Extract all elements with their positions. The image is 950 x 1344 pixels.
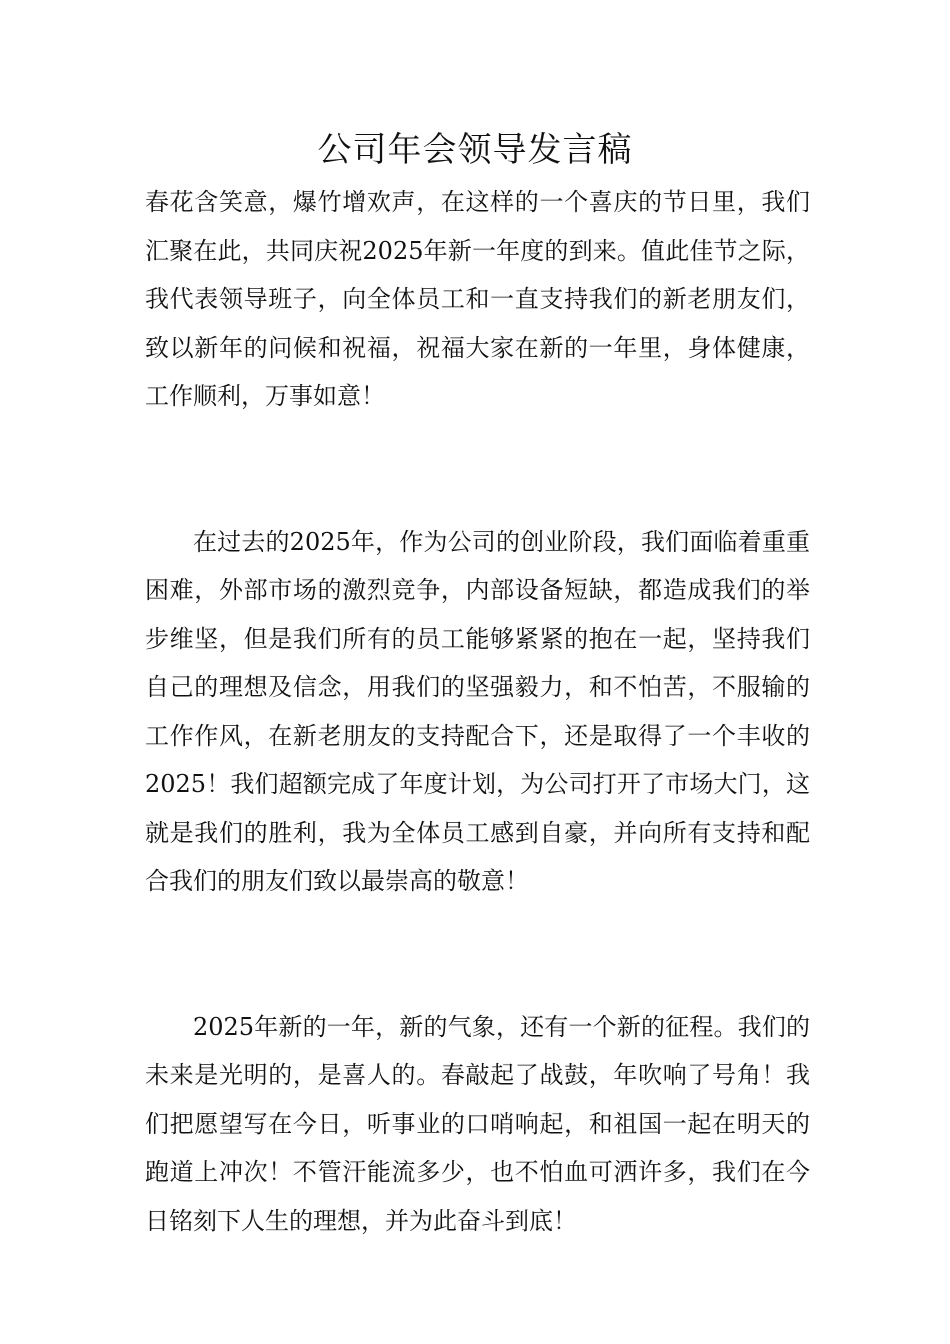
document-title: 公司年会领导发言稿 <box>317 130 633 170</box>
paragraph-spacer <box>145 906 810 1003</box>
document-body <box>145 178 810 1245</box>
paragraph-outlook: 2025年新的一年，新的气象，还有一个新的征程。我们的未来是光明的，是喜人的。春敲起了战鼓，年吹响了号角！我们把愿望写在今日，听事业的口哨响起，和祖国一起在明天的跑道上冲次！不管汗能流多少，也不怕血可洒许多，我们在今日铭刻下人生的理想，并为此奋斗到底！ <box>145 1012 810 1235</box>
paragraph-spacer <box>145 421 810 518</box>
paragraph-greeting: 春花含笑意，爆竹增欢声，在这样的一个喜庆的节日里，我们汇聚在此，共同庆祝2025年新一年度的到来。值此佳节之际，我代表领导班子，向全体员工和一直支持我们的新老朋友们，致以新年的问候和祝福，祝福大家在新的一年里，身体健康，工作顺利，万事如意！ <box>145 188 810 410</box>
paragraph-review: 在过去的2025年，作为公司的创业阶段，我们面临着重重困难，外部市场的激烈竞争，内部设备短缺，都造成我们的举步维坚，但是我们所有的员工能够紧紧的抱在一起，坚持我们自己的理想及信念，用我们的坚强毅力，和不怕苦，不服输的工作作风，在新老朋友的支持配合下，还是取得了一个丰收的2025！我们超额完成了年度计划，为公司打开了市场大门，这就是我们的胜利，我为全体员工感到自豪，并向所有支持和配合我们的朋友们致以最崇高的敬意！ <box>145 527 810 895</box>
